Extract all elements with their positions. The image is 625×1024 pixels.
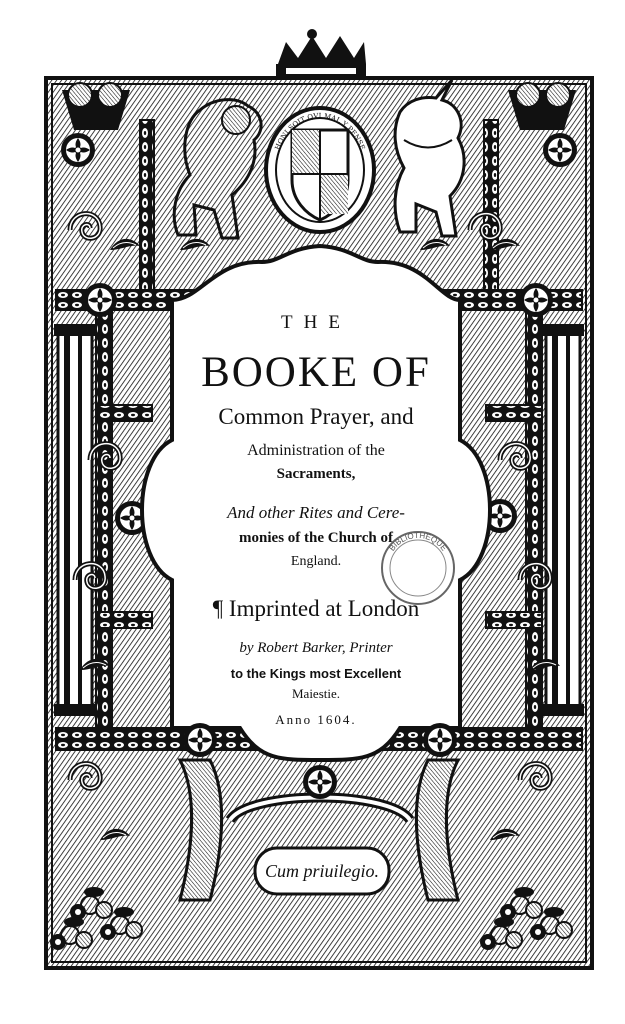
- stamp-text: BIBLIOTHEQUE: [387, 530, 449, 553]
- title-line-the: THE: [281, 312, 351, 333]
- title-line-administration: Administration of the: [247, 442, 385, 459]
- imprint-line: ¶ Imprinted at London: [212, 596, 420, 621]
- title-line-booke-of: BOOKE OF: [201, 349, 431, 396]
- title-line-monies: monies of the Church of: [239, 530, 393, 546]
- cum-privilegio-label: Cum priuilegio.: [264, 861, 379, 881]
- royal-crest: [266, 108, 374, 232]
- top-right-urn: [508, 83, 576, 130]
- title-line-england: England.: [290, 554, 342, 569]
- crest-motto: HONI SOIT QVI MAL Y PENSE: [273, 111, 367, 152]
- anno-line: Anno 1604.: [275, 712, 357, 727]
- crown: [276, 29, 366, 80]
- title-text-block: [172, 300, 460, 728]
- kings-line: to the Kings most Excellent: [230, 666, 402, 681]
- title-line-common-prayer: Common Prayer, and: [218, 404, 414, 429]
- printer-line: by Robert Barker, Printer: [239, 640, 393, 656]
- top-left-urn: [62, 83, 130, 130]
- title-line-rites: And other Rites and Cere-: [227, 503, 405, 522]
- maiestie-line: Maiestie.: [291, 686, 340, 701]
- title-line-sacraments: Sacraments,: [276, 466, 356, 482]
